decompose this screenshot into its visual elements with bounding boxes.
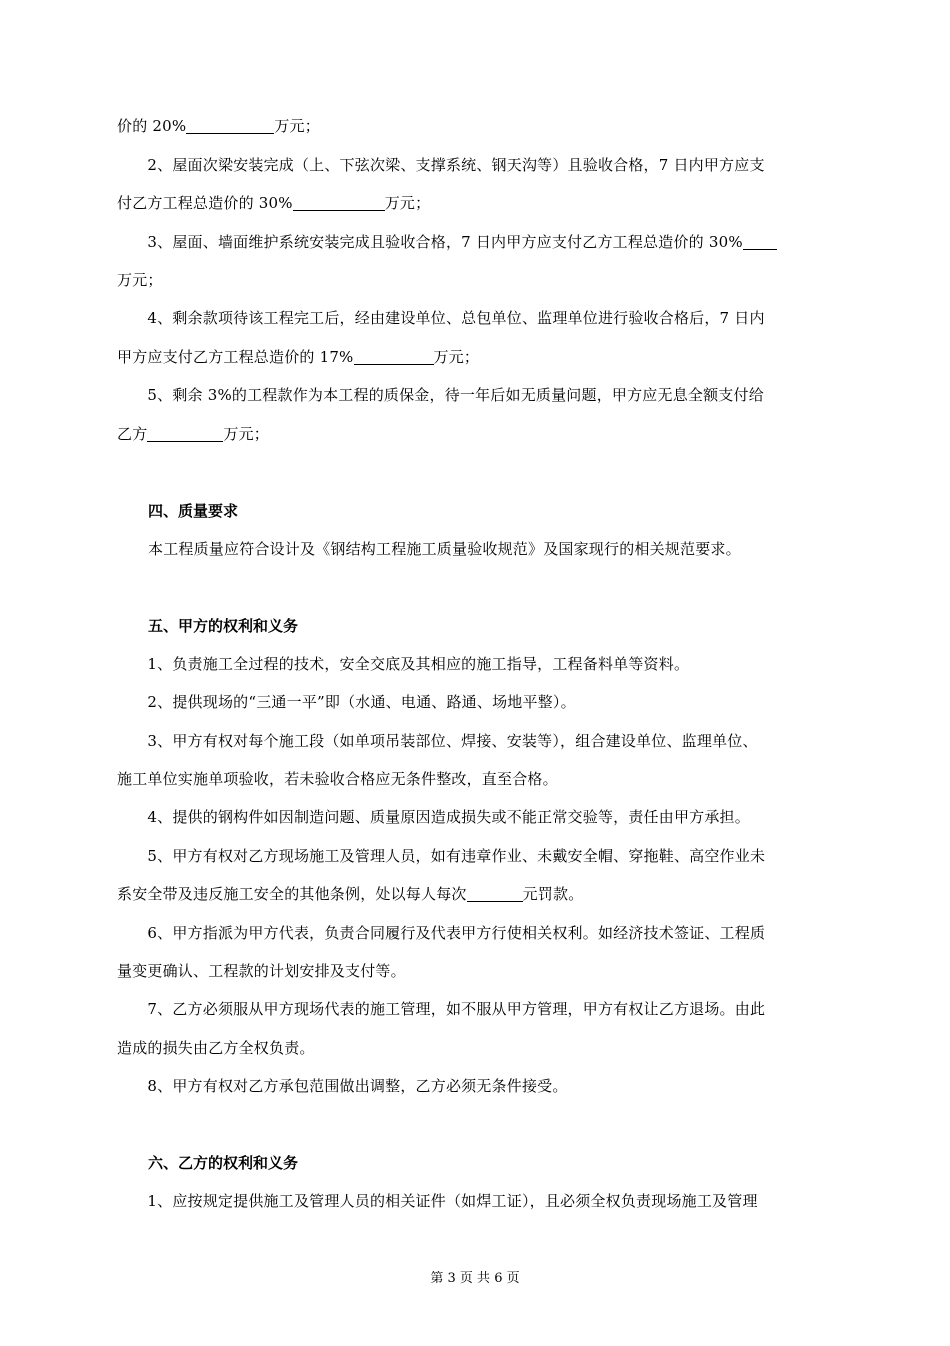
section-5-line: 2、提供现场的“三通一平”即（水通、电通、路通、场地平整）。 [117, 693, 576, 711]
payment-line-9: 乙方 万元； [117, 425, 270, 443]
section-4-heading: 四、质量要求 [148, 502, 239, 520]
section-5-line: 8、甲方有权对乙方承包范围做出调整，乙方必须无条件接受。 [117, 1077, 568, 1095]
section-6-line: 1、应按规定提供施工及管理人员的相关证件（如焊工证），且必须全权负责现场施工及管理 [117, 1192, 758, 1210]
page-footer: 第 3 页 共 6 页 [430, 1271, 520, 1286]
section-5-line: 量变更确认、工程款的计划安排及支付等。 [117, 962, 406, 980]
blank-field [354, 348, 434, 365]
blank-field [186, 117, 274, 134]
payment-line-4: 3、屋面、墙面维护系统安装完成且验收合格，7 日内甲方应支付乙方工程总造价的 30% [117, 232, 832, 252]
section-5-heading: 五、甲方的权利和义务 [148, 617, 299, 635]
payment-line-2: 2、屋面次梁安装完成（上、下弦次梁、支撑系统、钢天沟等）且验收合格，7 日内甲方应支 [117, 156, 765, 174]
section-5-line: 施工单位实施单项验收，若未验收合格应无条件整改，直至合格。 [117, 770, 558, 788]
section-5-line: 造成的损失由乙方全权负责。 [117, 1039, 315, 1057]
section-5-line: 5、甲方有权对乙方现场施工及管理人员，如有违章作业、未戴安全帽、穿拖鞋、高空作业未 [117, 847, 766, 865]
blank-field [467, 885, 523, 902]
section-5-line: 1、负责施工全过程的技术，安全交底及其相应的施工指导，工程备料单等资料。 [117, 655, 690, 673]
section-6-heading: 六、乙方的权利和义务 [148, 1154, 299, 1172]
blank-field [293, 194, 385, 211]
section-5-line: 4、提供的钢构件如因制造问题、质量原因造成损失或不能正常交验等，责任由甲方承担。 [117, 808, 750, 826]
payment-line-7: 甲方应支付乙方工程总造价的 17% 万元； [117, 348, 480, 366]
section-5-line: 6、甲方指派为甲方代表，负责合同履行及代表甲方行使相关权利。如经济技术签证、工程质 [117, 924, 766, 942]
blank-field [147, 425, 223, 442]
payment-line-1: 价的 20% 万元； [117, 117, 320, 135]
payment-line-8: 5、剩余 3%的工程款作为本工程的质保金，待一年后如无质量问题，甲方应无息全额支付给 [117, 386, 764, 404]
payment-line-3: 付乙方工程总造价的 30% 万元； [117, 194, 431, 212]
section-5-line: 7、乙方必须服从甲方现场代表的施工管理，如不服从甲方管理，甲方有权让乙方退场。由此 [117, 1000, 766, 1018]
payment-line-5: 万元； [117, 271, 163, 289]
section-4-text: 本工程质量应符合设计及《钢结构工程施工质量验收规范》及国家现行的相关规范要求。 [148, 540, 741, 558]
section-5-fine-line: 系安全带及违反施工安全的其他条例，处以每人每次 元罚款。 [117, 885, 584, 903]
section-5-line: 3、甲方有权对每个施工段（如单项吊装部位、焊接、安装等），组合建设单位、监理单位、 [117, 732, 758, 750]
payment-line-6: 4、剩余款项待该工程完工后，经由建设单位、总包单位、监理单位进行验收合格后，7 日内 [117, 309, 765, 327]
blank-field [743, 233, 777, 250]
